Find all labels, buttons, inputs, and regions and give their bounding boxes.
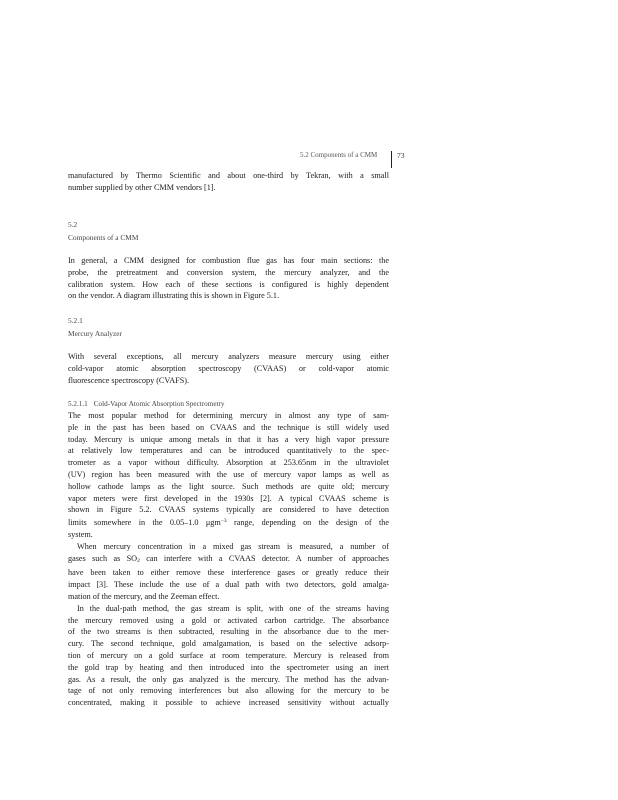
text-line: calibration system. How each of these sections is configured is highly dependent bbox=[68, 279, 389, 289]
text-line: shown in Figure 5.2. CVAAS systems typically are considered to have detection bbox=[68, 505, 389, 515]
superscript: −3 bbox=[220, 518, 227, 525]
text-line: ple in the past has been based on CVAAS and the technique is still widely used bbox=[68, 422, 389, 432]
text-line: tage of not only removing interferences but also allowing for the mercury to be bbox=[68, 686, 389, 696]
section-number: 5.2 bbox=[68, 220, 78, 229]
text-line: the gold trap by heating and then introduced into the spectrometer using an inert bbox=[68, 662, 389, 672]
section-title: Components of a CMM bbox=[68, 233, 139, 242]
text-line: impact [3]. These include the use of a dual path with two detectors, gold amalga- bbox=[68, 580, 389, 590]
text-line: today. Mercury is unique among metals in that it has a very high vapor pressure bbox=[68, 434, 389, 444]
carryover-paragraph bbox=[68, 170, 389, 194]
text-line: fluorescence spectroscopy (CVAFS). bbox=[68, 375, 190, 385]
subsection-number: 5.2.1 bbox=[68, 316, 83, 325]
subsubsection-title: Cold-Vapor Atomic Absorption Spectrometry bbox=[93, 400, 225, 408]
section-paragraph bbox=[68, 255, 389, 302]
text-line: The most popular method for determining mercury in almost any type of sam- bbox=[68, 411, 389, 420]
text-line: number supplied by other CMM vendors [1]. bbox=[68, 182, 216, 192]
body-paragraphs bbox=[68, 410, 389, 709]
text-span: can interfere with a CVAAS detector. A number of approaches bbox=[139, 553, 389, 563]
text-line: probe, the pretreatment and conversion system, the mercury analyzer, and the bbox=[68, 267, 389, 277]
text-line bbox=[68, 553, 389, 568]
text-line: the mercury removed using a gold or activated carbon cartridge. The absorbance bbox=[68, 615, 389, 625]
text-line: In general, a CMM designed for combustion flue gas has four main sections: the bbox=[68, 256, 389, 265]
text-span: range, depending on the design of the bbox=[226, 518, 389, 528]
text-line bbox=[68, 516, 389, 529]
subsection-title: Mercury Analyzer bbox=[68, 329, 122, 338]
text-line: trometer as a vapor without difficulty. Absorption at 253.65nm in the ultraviolet bbox=[68, 458, 389, 468]
text-line: hollow cathode lamps as the light source. Such methods are quite old; mercury bbox=[68, 481, 389, 491]
text-line: With several exceptions, all mercury analyzers measure mercury using either bbox=[68, 352, 389, 361]
text-line: cury. The second technique, gold amalgamation, is based on the selective adsorp- bbox=[68, 639, 389, 649]
text-line: have been taken to either remove these interference gases or greatly reduce their bbox=[68, 568, 389, 578]
subsection-paragraph bbox=[68, 351, 389, 386]
text-line: cold-vapor atomic absorption spectroscopy (CVAAS) or cold-vapor atomic bbox=[68, 363, 389, 373]
subsubsection-heading bbox=[68, 400, 225, 408]
text-line: In the dual-path method, the gas stream is split, with one of the streams having bbox=[77, 603, 389, 613]
text-span: gases such as SO bbox=[68, 553, 138, 563]
text-line: at relatively low temperatures and can be introduced quantitatively to the spec- bbox=[68, 446, 389, 456]
text-line: (UV) region has been measured with the use of mercury vapor lamps as well as bbox=[68, 469, 389, 479]
text-line: on the vendor. A diagram illustrating this is shown in Figure 5.1. bbox=[68, 291, 280, 301]
text-line: gas. As a result, the only gas analyzed is the mercury. The method has the advan- bbox=[68, 674, 389, 684]
text-line: of the two streams is then subtracted, resulting in the absorbance due to the mer- bbox=[68, 627, 389, 637]
text-line: mation of the mercury, and the Zeeman effect. bbox=[68, 591, 220, 601]
text-line: concentrated, making it possible to achieve increased sensitivity without actually bbox=[68, 698, 389, 708]
page-number: 73 bbox=[391, 151, 405, 168]
subsubsection-number: 5.2.1.1 bbox=[68, 400, 88, 408]
text-line: manufactured by Thermo Scientific and about one-third by Tekran, with a small bbox=[68, 171, 389, 180]
text-line: When mercury concentration in a mixed gas stream is measured, a number of bbox=[77, 541, 389, 551]
running-head: 5.2 Components of a CMM bbox=[300, 151, 378, 159]
text-line: tion of mercury on a gold surface at room temperature. Mercury is released from bbox=[68, 650, 389, 660]
subscript: 2 bbox=[137, 557, 140, 564]
text-span: limits somewhere in the 0.05–1.0 μgm bbox=[68, 518, 221, 528]
text-line: system. bbox=[68, 529, 93, 539]
text-line: vapor meters were first developed in the 1930s [2]. A typical CVAAS scheme is bbox=[68, 493, 389, 503]
